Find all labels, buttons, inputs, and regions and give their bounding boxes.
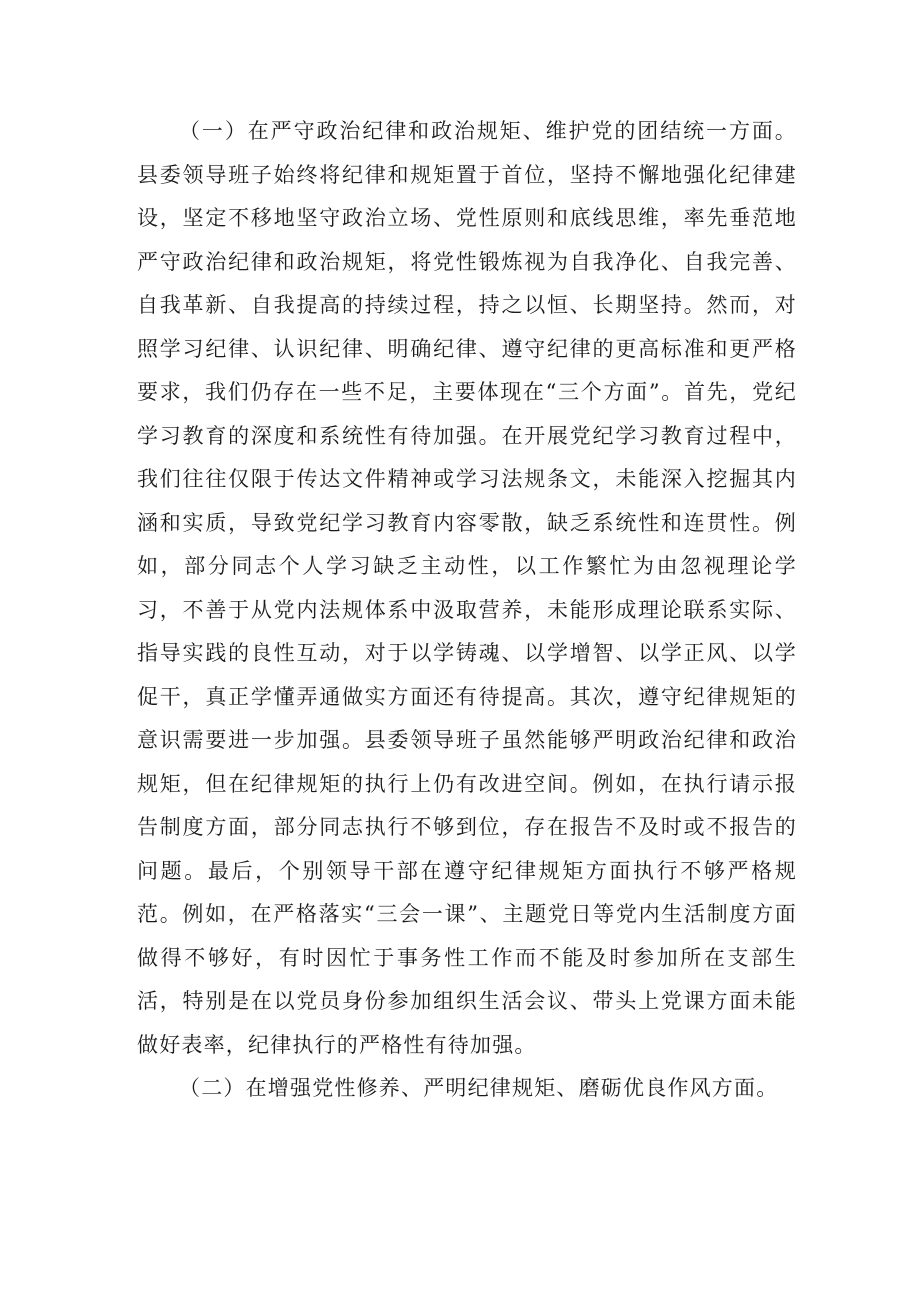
paragraph-section-2-heading: （二）在增强党性修养、严明纪律规矩、磨砺优良作风方面。: [179, 1076, 779, 1100]
paragraph-section-1: （一）在严守政治纪律和政治规矩、维护党的团结统一方面。县委领导班子始终将纪律和规矩置于首位，坚持不懈地强化纪律建设，坚定不移地坚守政治立场、党性原则和底线思维，率先垂范地严守政治纪律和政治规矩，将党性锻炼视为自我净化、自我完善、自我革新、自我提高的持续过程，持之以恒、长期坚持。然而，对照学习纪律、认识纪律、明确纪律、遵守纪律的更高标准和更严格要求，我们仍存在一些不足，主要体现在“三个方面”。首先，党纪学习教育的深度和系统性有待加强。在开展党纪学习教育过程中，我们往往仅限于传达文件精神或学习法规条文，未能深入挖掘其内涵和实质，导致党纪学习教育内容零散，缺乏系统性和连贯性。例如，部分同志个人学习缺乏主动性，以工作繁忙为由忽视理论学习，不善于从党内法规体系中汲取营养，未能形成理论联系实际、指导实践的良性互动，对于以学铸魂、以学增智、以学正风、以学促干，真正学懂弄通做实方面还有待提高。其次，遵守纪律规矩的意识需要进一步加强。县委领导班子虽然能够严明政治纪律和政治规矩，但在纪律规矩的执行上仍有改进空间。例如，在执行请示报告制度方面，部分同志执行不够到位，存在报告不及时或不报告的问题。最后，个别领导干部在遵守纪律规矩方面执行不够严格规范。例如，在严格落实“三会一课”、主题党日等党内生活制度方面做得不够好，有时因忙于事务性工作而不能及时参加所在支部生活，特别是在以党员身份参加组织生活会议、带头上党课方面未能做好表率，纪律执行的严格性有待加强。: [137, 119, 797, 1057]
document-body: [137, 110, 797, 1111]
